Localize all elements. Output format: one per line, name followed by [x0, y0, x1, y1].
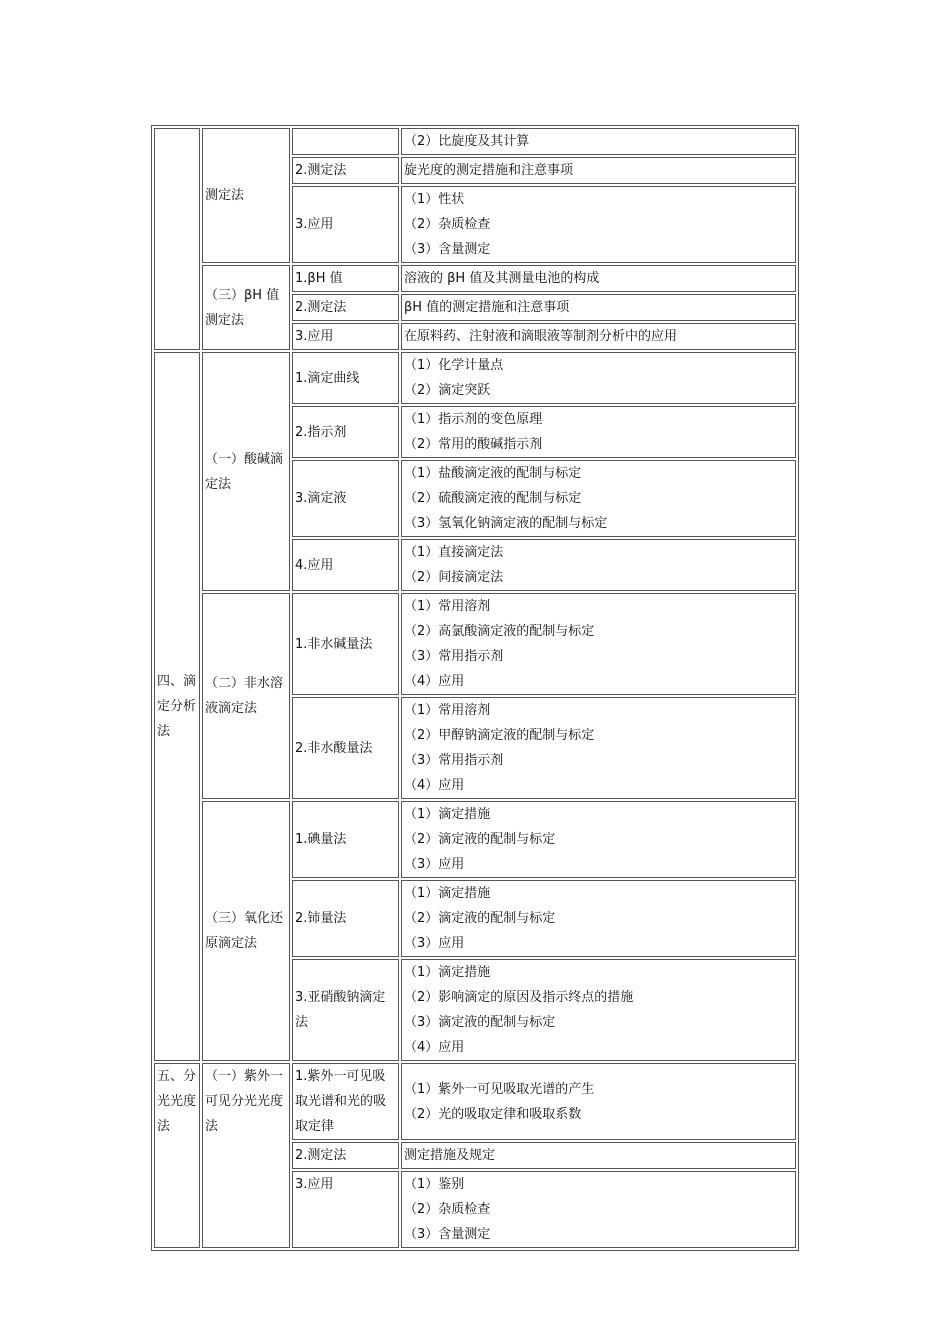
chapter-title: 五、分 光光度 法	[154, 1063, 200, 1248]
section-name: （三）氧化还 原滴定法	[202, 801, 290, 1061]
section-name: （三）βH 值 测定法	[202, 265, 290, 350]
item-cell: 3.滴定液	[292, 460, 399, 537]
content-cell: βH 值的测定措施和注意事项	[401, 294, 796, 321]
section-name: （一）酸碱滴 定法	[202, 352, 290, 591]
content-cell: （1）紫外一可见吸取光谱的产生 （2）光的吸取定律和吸取系数	[401, 1063, 796, 1140]
item-cell: 2.测定法	[292, 294, 399, 321]
content-cell: （1）盐酸滴定液的配制与标定 （2）硫酸滴定液的配制与标定 （3）氢氧化钠滴定液的配制与标定	[401, 460, 796, 537]
content-cell: 旋光度的测定措施和注意事项	[401, 157, 796, 184]
content-cell: （1）滴定措施 （2）影响滴定的原因及指示终点的措施 （3）滴定液的配制与标定 （4）应用	[401, 959, 796, 1061]
item-cell: 3.应用	[292, 1171, 399, 1248]
content-cell: （1）滴定措施 （2）滴定液的配制与标定 （3）应用	[401, 880, 796, 957]
content-cell: 测定措施及规定	[401, 1142, 796, 1169]
item-cell	[292, 128, 399, 155]
content-cell: （1）指示剂的变色原理 （2）常用的酸碱指示剂	[401, 406, 796, 458]
content-cell: 在原料药、注射液和滴眼液等制剂分析中的应用	[401, 323, 796, 350]
chapter-cell-blank	[154, 128, 200, 350]
item-cell: 1.非水碱量法	[292, 593, 399, 695]
item-cell: 4.应用	[292, 539, 399, 591]
content-cell: （1）化学计量点 （2）滴定突跃	[401, 352, 796, 404]
item-cell: 2.测定法	[292, 1142, 399, 1169]
content-cell: （1）直接滴定法 （2）间接滴定法	[401, 539, 796, 591]
item-cell: 3.应用	[292, 186, 399, 263]
item-cell: 1.紫外一可见吸 取光谱和光的吸 取定律	[292, 1063, 399, 1140]
item-cell: 2.铈量法	[292, 880, 399, 957]
item-cell: 2.指示剂	[292, 406, 399, 458]
chapter-title: 四、滴 定分析 法	[154, 352, 200, 1061]
item-cell: 2.非水酸量法	[292, 697, 399, 799]
content-cell: （1）常用溶剂 （2）甲醇钠滴定液的配制与标定 （3）常用指示剂 （4）应用	[401, 697, 796, 799]
item-cell: 1.滴定曲线	[292, 352, 399, 404]
item-cell: 2.测定法	[292, 157, 399, 184]
syllabus-table	[151, 125, 799, 1251]
content-cell: （1）滴定措施 （2）滴定液的配制与标定 （3）应用	[401, 801, 796, 878]
content-cell: （2）比旋度及其计算	[401, 128, 796, 155]
content-cell: （1）性状 （2）杂质检查 （3）含量测定	[401, 186, 796, 263]
content-cell: （1）鉴别 （2）杂质检查 （3）含量测定	[401, 1171, 796, 1248]
item-cell: 1.碘量法	[292, 801, 399, 878]
section-name: （一）紫外一 可见分光光度 法	[202, 1063, 290, 1248]
section-name: （二）非水溶 液滴定法	[202, 593, 290, 799]
content-cell: （1）常用溶剂 （2）高氯酸滴定液的配制与标定 （3）常用指示剂 （4）应用	[401, 593, 796, 695]
content-cell: 溶液的 βH 值及其测量电池的构成	[401, 265, 796, 292]
item-cell: 3.应用	[292, 323, 399, 350]
item-cell: 1.βH 值	[292, 265, 399, 292]
section-name: 测定法	[202, 128, 290, 263]
item-cell: 3.亚硝酸钠滴定 法	[292, 959, 399, 1061]
